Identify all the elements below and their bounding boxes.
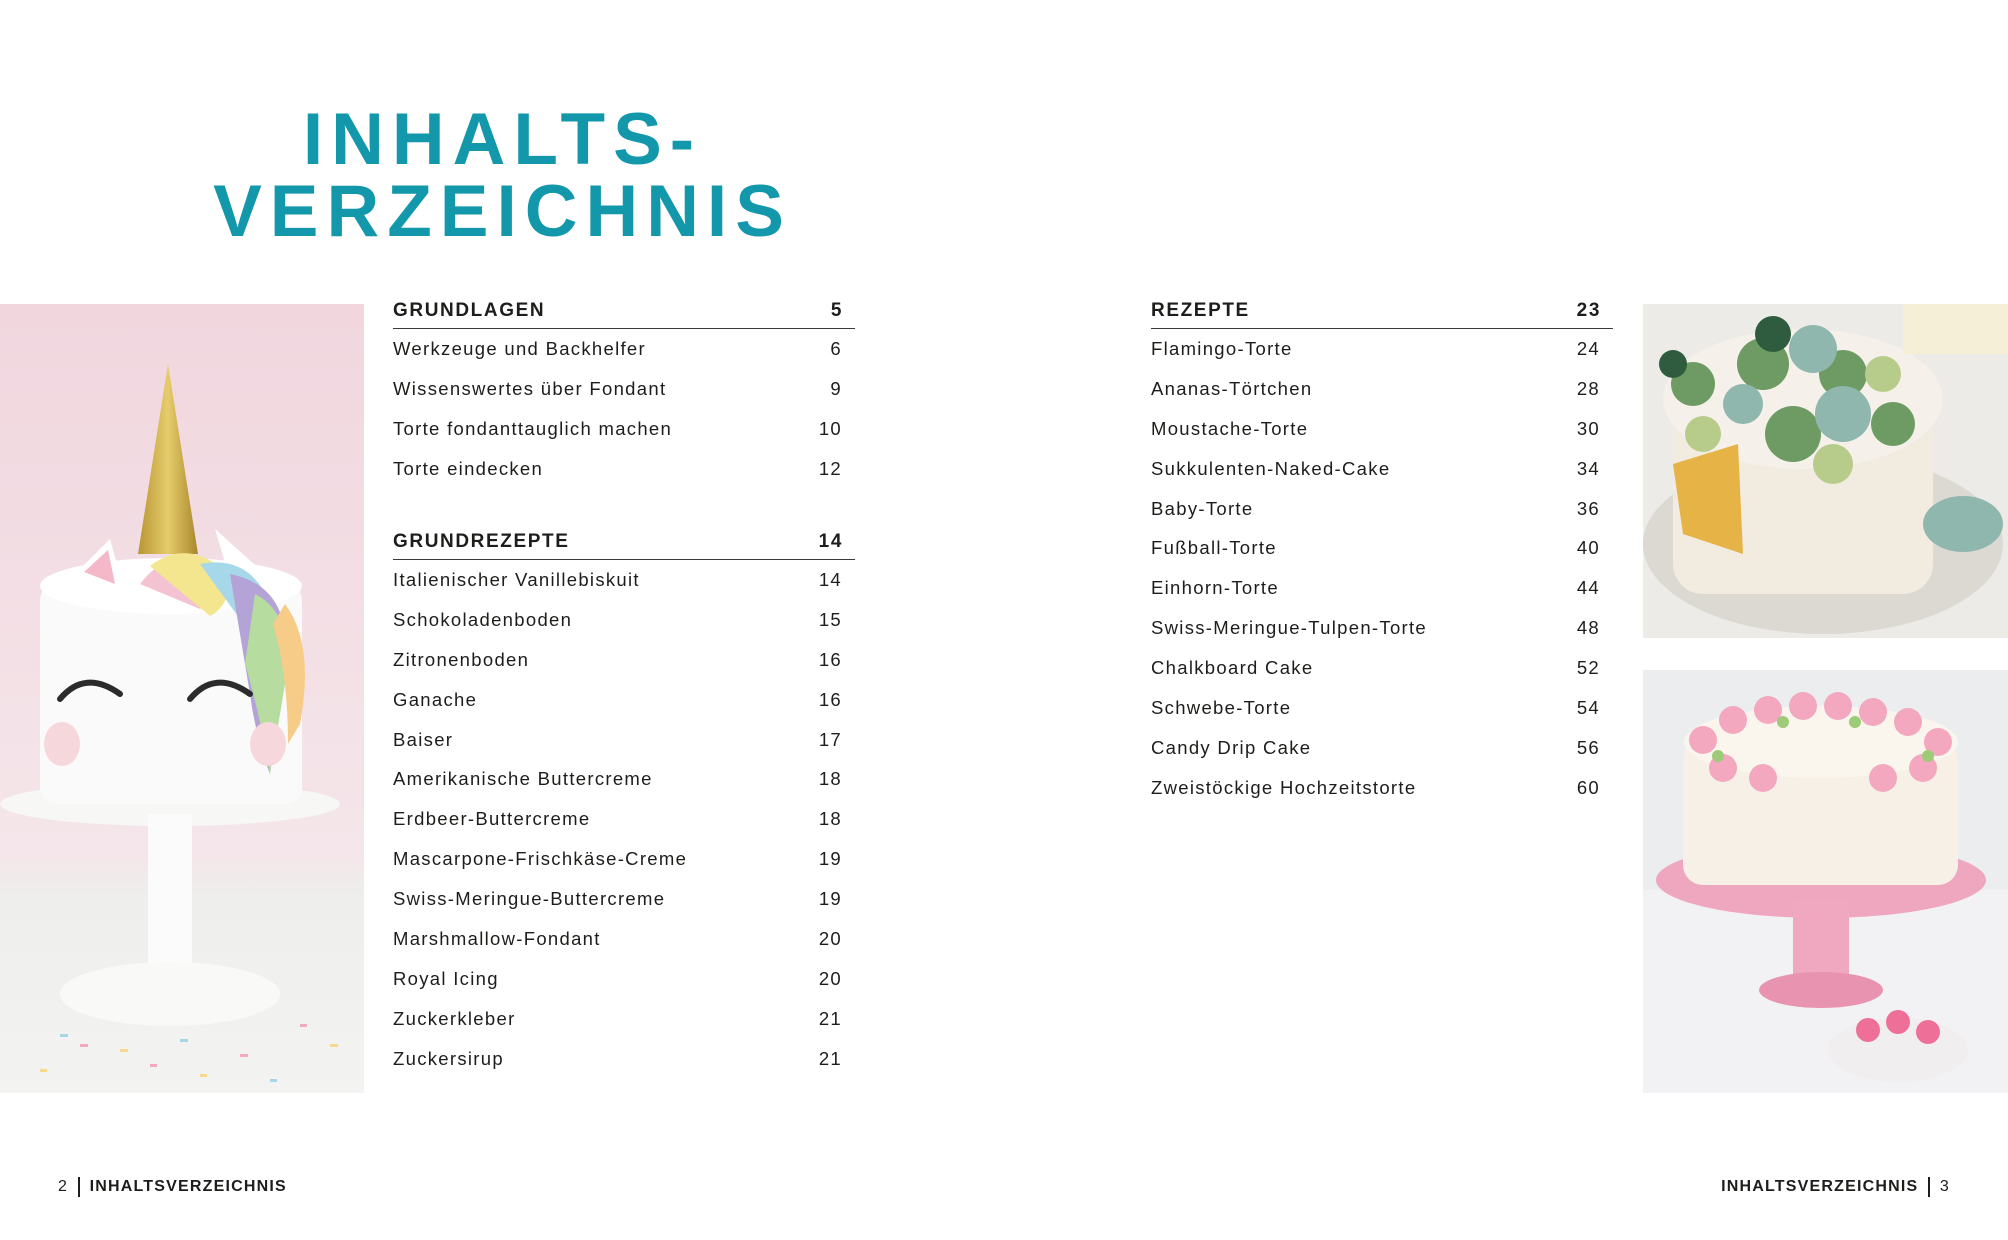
toc-entry-page: 56 xyxy=(1576,736,1600,758)
toc-entry-page: 6 xyxy=(830,338,842,359)
toc-entry-label: Mascarpone-Frischkäse-Creme xyxy=(393,848,688,870)
toc-entry-page: 12 xyxy=(818,457,842,479)
toc-entry-page: 20 xyxy=(818,928,842,950)
toc-entry-label: Einhorn-Torte xyxy=(1151,577,1279,599)
unicorn-cake-photo xyxy=(0,304,364,1093)
toc-entry-label: Amerikanische Buttercreme xyxy=(393,768,653,790)
toc-section-grundrezepte xyxy=(393,524,855,1079)
toc-entry-label: Zweistöckige Hochzeitstorte xyxy=(1151,776,1417,798)
toc-entry[interactable] xyxy=(1151,528,1613,568)
toc-entry-page: 15 xyxy=(818,608,842,630)
section-heading-label: GRUNDLAGEN xyxy=(393,300,546,321)
toc-entry[interactable] xyxy=(1151,489,1613,529)
section-heading-page: 14 xyxy=(818,531,843,552)
toc-entry-page: 21 xyxy=(818,1047,842,1069)
title-line-2: VERZEICHNIS xyxy=(213,171,792,252)
toc-entry-label: Schokoladenboden xyxy=(393,608,573,630)
toc-entry-page: 16 xyxy=(818,648,842,670)
toc-entry[interactable] xyxy=(1151,449,1613,489)
toc-entry[interactable] xyxy=(1151,409,1613,449)
toc-entry-label: Marshmallow-Fondant xyxy=(393,928,601,950)
title-line-1: INHALTS- xyxy=(302,99,703,180)
toc-entry-page: 16 xyxy=(818,688,842,710)
section-heading-label: GRUNDREZEPTE xyxy=(393,531,570,552)
page-title xyxy=(0,99,1005,252)
toc-entry[interactable] xyxy=(393,449,855,489)
tulip-cake-photo xyxy=(1643,670,2008,1093)
toc-entry-page: 9 xyxy=(830,377,842,399)
toc-entry-page: 21 xyxy=(818,1007,842,1029)
toc-entry-page: 14 xyxy=(818,569,842,590)
toc-entry-page: 54 xyxy=(1576,697,1600,719)
page-number: 3 xyxy=(1939,1178,1950,1195)
footer-left xyxy=(58,1177,287,1197)
toc-entry-label: Ganache xyxy=(393,688,478,710)
footer-right xyxy=(1721,1177,1950,1197)
toc-entry-page: 60 xyxy=(1576,776,1600,798)
toc-entry-page: 48 xyxy=(1576,617,1600,639)
toc-entry[interactable] xyxy=(1151,568,1613,608)
toc-entry[interactable] xyxy=(1151,768,1613,808)
toc-entry-label: Swiss-Meringue-Tulpen-Torte xyxy=(1151,617,1428,639)
toc-entry-page: 17 xyxy=(818,728,842,750)
toc-entry-label: Schwebe-Torte xyxy=(1151,697,1292,719)
toc-entry-label: Sukkulenten-Naked-Cake xyxy=(1151,457,1391,479)
toc-entry[interactable] xyxy=(1151,369,1613,409)
toc-entry-page: 28 xyxy=(1576,377,1600,399)
toc-entry[interactable] xyxy=(393,560,855,600)
toc-entry[interactable] xyxy=(1151,608,1613,648)
toc-entry[interactable] xyxy=(393,759,855,799)
toc-entry[interactable] xyxy=(393,919,855,959)
toc-entry-page: 24 xyxy=(1576,338,1600,359)
toc-entry[interactable] xyxy=(1151,728,1613,768)
toc-entry[interactable] xyxy=(393,409,855,449)
section-heading-page: 23 xyxy=(1576,300,1601,321)
toc-entry[interactable] xyxy=(393,640,855,680)
toc-entry-label: Italienischer Vanillebiskuit xyxy=(393,569,640,590)
toc-entry-page: 44 xyxy=(1576,577,1600,599)
page-number: 2 xyxy=(58,1178,69,1195)
section-heading xyxy=(1151,293,1613,329)
toc-entry-label: Swiss-Meringue-Buttercreme xyxy=(393,888,666,910)
toc-entry-page: 10 xyxy=(818,417,842,439)
toc-entry-label: Zitronenboden xyxy=(393,648,530,670)
toc-entry-label: Werkzeuge und Backhelfer xyxy=(393,338,646,359)
footer-divider xyxy=(78,1177,80,1197)
toc-entry-label: Zuckerkleber xyxy=(393,1007,516,1029)
section-heading-label: REZEPTE xyxy=(1151,300,1250,321)
footer-label: INHALTSVERZEICHNIS xyxy=(89,1178,287,1195)
succulent-cake-photo xyxy=(1643,304,2008,638)
toc-entry[interactable] xyxy=(393,839,855,879)
toc-entry[interactable] xyxy=(1151,329,1613,369)
toc-entry-page: 34 xyxy=(1576,457,1600,479)
toc-entry[interactable] xyxy=(393,799,855,839)
toc-entry-label: Candy Drip Cake xyxy=(1151,736,1312,758)
toc-section-rezepte xyxy=(1151,293,1613,808)
toc-entry[interactable] xyxy=(393,369,855,409)
footer-divider xyxy=(1928,1177,1930,1197)
toc-entry-label: Moustache-Torte xyxy=(1151,417,1309,439)
toc-entry-label: Baiser xyxy=(393,728,454,750)
toc-entry[interactable] xyxy=(393,879,855,919)
toc-entry-page: 40 xyxy=(1576,537,1600,559)
toc-entry[interactable] xyxy=(1151,688,1613,728)
toc-entry-label: Ananas-Törtchen xyxy=(1151,377,1313,399)
toc-entry-label: Erdbeer-Buttercreme xyxy=(393,808,591,830)
toc-entry-label: Torte fondanttauglich machen xyxy=(393,417,673,439)
toc-entry[interactable] xyxy=(393,680,855,720)
section-heading xyxy=(393,524,855,560)
toc-entry-page: 18 xyxy=(818,808,842,830)
toc-entry[interactable] xyxy=(393,959,855,999)
toc-entry-label: Baby-Torte xyxy=(1151,497,1254,519)
toc-entry-label: Chalkboard Cake xyxy=(1151,657,1314,679)
section-heading-page: 5 xyxy=(830,300,843,321)
toc-entry-label: Flamingo-Torte xyxy=(1151,338,1293,359)
toc-entry-page: 20 xyxy=(818,967,842,989)
toc-entry[interactable] xyxy=(393,329,855,369)
section-heading xyxy=(393,293,855,329)
toc-entry-page: 36 xyxy=(1576,497,1600,519)
toc-entry-page: 19 xyxy=(818,888,842,910)
toc-entry[interactable] xyxy=(1151,648,1613,688)
toc-entry-page: 19 xyxy=(818,848,842,870)
toc-entry[interactable] xyxy=(393,1039,855,1079)
toc-entry-label: Wissenswertes über Fondant xyxy=(393,377,667,399)
toc-section-grundlagen xyxy=(393,293,855,489)
toc-entry[interactable] xyxy=(393,600,855,640)
toc-entry-page: 30 xyxy=(1576,417,1600,439)
footer-label: INHALTSVERZEICHNIS xyxy=(1721,1178,1919,1195)
toc-entry-label: Fußball-Torte xyxy=(1151,537,1277,559)
toc-entry-label: Torte eindecken xyxy=(393,457,544,479)
toc-entry[interactable] xyxy=(393,999,855,1039)
toc-entry-label: Zuckersirup xyxy=(393,1047,504,1069)
toc-entry-page: 18 xyxy=(818,768,842,790)
toc-entry-page: 52 xyxy=(1576,657,1600,679)
toc-entry[interactable] xyxy=(393,720,855,760)
toc-entry-label: Royal Icing xyxy=(393,967,499,989)
